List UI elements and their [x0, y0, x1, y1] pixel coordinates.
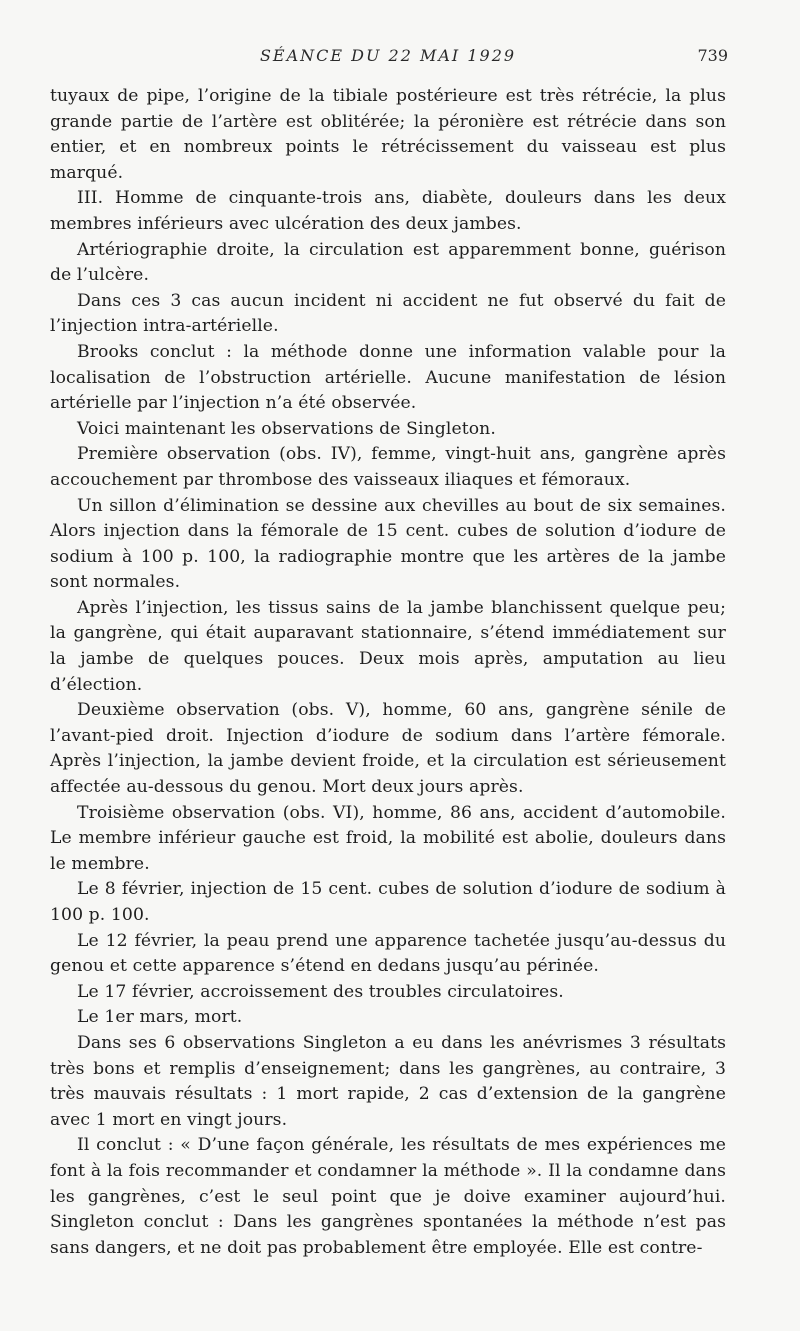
paragraph: tuyaux de pipe, l’origine de la tibiale postérieure est très rétrécie, la plus grande partie de l’artère est oblitérée; la péronière est rétrécie dans son entier, et en nombreux points le rétrécissement du vaisseau est plus marqué.: [50, 86, 726, 183]
paragraph: Brooks conclut : la méthode donne une information valable pour la localisation de l’obstruction artérielle. Aucune manifestation de lésion artérielle par l’injection n’a été observée.: [50, 341, 726, 414]
paragraph: Dans ces 3 cas aucun incident ni accident ne fut observé du fait de l’injection intra-artérielle.: [50, 290, 726, 337]
paragraph: Le 1er mars, mort.: [77, 1007, 243, 1028]
paragraph: Après l’injection, les tissus sains de la jambe blanchissent quelque peu; la gangrène, qui était auparavant stationnaire, s’étend immédiatement sur la jambe de quelques pouces. Deux mois après, amputation au lieu d’élection.: [50, 597, 726, 695]
paragraph: III. Homme de cinquante-trois ans, diabète, douleurs dans les deux membres inférieurs avec ulcération des deux jambes.: [50, 188, 726, 234]
running-head: SÉANCE DU 22 MAI 1929: [259, 46, 517, 65]
paragraph: Il conclut : « D’une façon générale, les résultats de mes expériences me font à la fois recommander et condamner la méthode ». Il la condamne dans les gangrènes, c’est le seul point que je doive examiner aujourd’hui. Singleton conclut : Dans les gangrènes spontanées la méthode n’est pas sans dangers, et ne doit pas probablement être employée. Elle est contre-: [50, 1135, 726, 1258]
paragraph: Le 12 février, la peau prend une apparence tachetée jusqu’au-dessus du genou et cette apparence s’étend en dedans jusqu’au périnée.: [50, 930, 726, 977]
page-header: [50, 46, 726, 68]
paragraph: Artériographie droite, la circulation est apparemment bonne, guérison de l’ulcère.: [50, 239, 726, 286]
paragraph: Le 17 février, accroissement des troubles circulatoires.: [77, 981, 564, 1002]
paragraph: Troisième observation (obs. VI), homme, 86 ans, accident d’automobile. Le membre inférieur gauche est froid, la mobilité est abolie, douleurs dans le membre.: [50, 802, 726, 874]
body-text: [50, 84, 726, 1261]
page-number: 739: [697, 46, 728, 65]
paragraph: Deuxième observation (obs. V), homme, 60 ans, gangrène sénile de l’avant-pied droit. Injection d’iodure de sodium dans l’artère fémorale. Après l’injection, la jambe devient froide, et la circulation est sérieusement affectée au-dessous du genou. Mort deux jours après.: [50, 700, 726, 798]
paragraph: Un sillon d’élimination se dessine aux chevilles au bout de six semaines. Alors injection dans la fémorale de 15 cent. cubes de solution d’iodure de sodium à 100 p. 100, la radiographie montre que les artères de la jambe sont normales.: [50, 495, 726, 593]
paragraph: Dans ses 6 observations Singleton a eu dans les anévrismes 3 résultats très bons et remplis d’enseignement; dans les gangrènes, au contraire, 3 très mauvais résultats : 1 mort rapide, 2 cas d’extension de la gangrène avec 1 mort en vingt jours.: [50, 1032, 726, 1130]
paragraph: Première observation (obs. IV), femme, vingt-huit ans, gangrène après accouchement par thrombose des vaisseaux iliaques et fémoraux.: [50, 444, 726, 490]
paragraph: Le 8 février, injection de 15 cent. cubes de solution d’iodure de sodium à 100 p. 100.: [50, 879, 726, 925]
paragraph: Voici maintenant les observations de Singleton.: [77, 418, 496, 439]
